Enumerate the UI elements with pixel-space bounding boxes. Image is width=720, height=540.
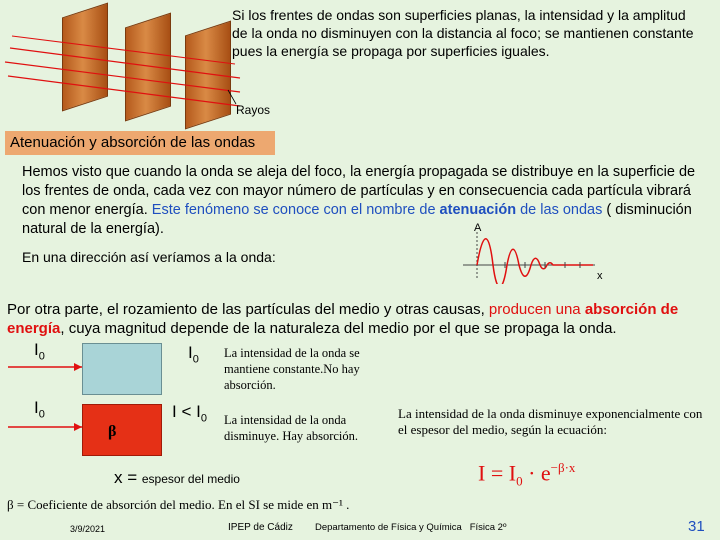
box-no-absorption [82,343,162,395]
beta-definition: β = Coeficiente de absorción del medio. En el SI se mide en m⁻¹ . [7,497,350,512]
box2-beta: β [108,423,117,440]
attenuation-text: Hemos visto que cuando la onda se aleja del foco, la energía propagada se distribuye en la superficie de los frentes de onda, cada vez con mayor número de partículas y en consecuencia cada partícula vibrará con menor energía. [22,164,696,218]
x-symbol: x = [114,468,142,487]
equation-exp-base: · e [522,460,551,486]
box1-arrow [8,360,84,374]
footer-school: IPEP de Cádiz [228,522,293,533]
box2-arrow [8,420,84,434]
x-definition [114,468,240,488]
box1-i-in: $I_0$ [34,340,45,363]
box-absorption [82,404,162,456]
attenuation-tail: ( disminución natural de la energía). [22,202,692,237]
box1-i-out-label: I [188,343,193,362]
page-number: 31 [688,518,705,535]
box1-i-out: $I_0$ [188,343,199,366]
box1-i-in-label: I [34,340,39,359]
box2-i-in-label: I [34,398,39,417]
rays-label: Rayos [236,103,271,117]
box2-i-out-label: I < I [172,402,201,421]
section-title: Atenuación y absorción de las ondas [5,131,275,155]
attenuation-term: atenuación [439,202,517,218]
absorption-text: Por otra parte, el rozamiento de las partículas del medio y otras causas, [7,301,489,318]
equation-exponent: −β·x [550,460,576,475]
equation-lhs: I = I [478,460,517,486]
rays-lines [0,0,250,120]
box2-i-in: $I_0$ [34,398,45,421]
exponential-note: La intensidad de la onda disminuye exponencialmente con el espesor del medio, según la ecuación: [398,406,703,437]
absorption-equation: $I = I_0 \cdot e^{-\beta\cdot x}$ [478,460,576,489]
wave-y-label: A [474,222,482,234]
box2-i-out: $I < I_0$ [172,402,207,425]
box2-note: La intensidad de la onda disminuye. Hay absorción. [224,413,359,443]
absorption-paragraph [7,300,707,338]
intro-text: Si los frentes de ondas son superficies planas, la intensidad y la amplitud de la onda no disminuyen con la distancia al foco; se mantienen constante pues la energía se propaga por superficies iguales. [232,7,694,59]
absorption-red-text: producen una [488,301,585,318]
footer-date: 3/9/2021 [70,524,106,534]
direction-text: En una dirección así veríamos a la onda: [22,249,276,265]
attenuation-blue-text-2: de las ondas [516,202,603,218]
box1-note: La intensidad de la onda se mantiene constante.No hay absorción. [224,346,360,392]
attenuation-blue-text: Este fenómeno se conoce con el nombre de [147,202,440,218]
footer-department: Departamento de Física y Química Física 2º [315,522,507,533]
x-text: espesor del medio [141,472,240,486]
absorption-tail: , cuya magnitud depende de la naturaleza del medio por el que se propaga la onda. [60,320,617,337]
absorption-term: absorción de energía [7,301,679,337]
wavefront-diagram [0,0,230,120]
wave-x-label: x [597,270,603,282]
